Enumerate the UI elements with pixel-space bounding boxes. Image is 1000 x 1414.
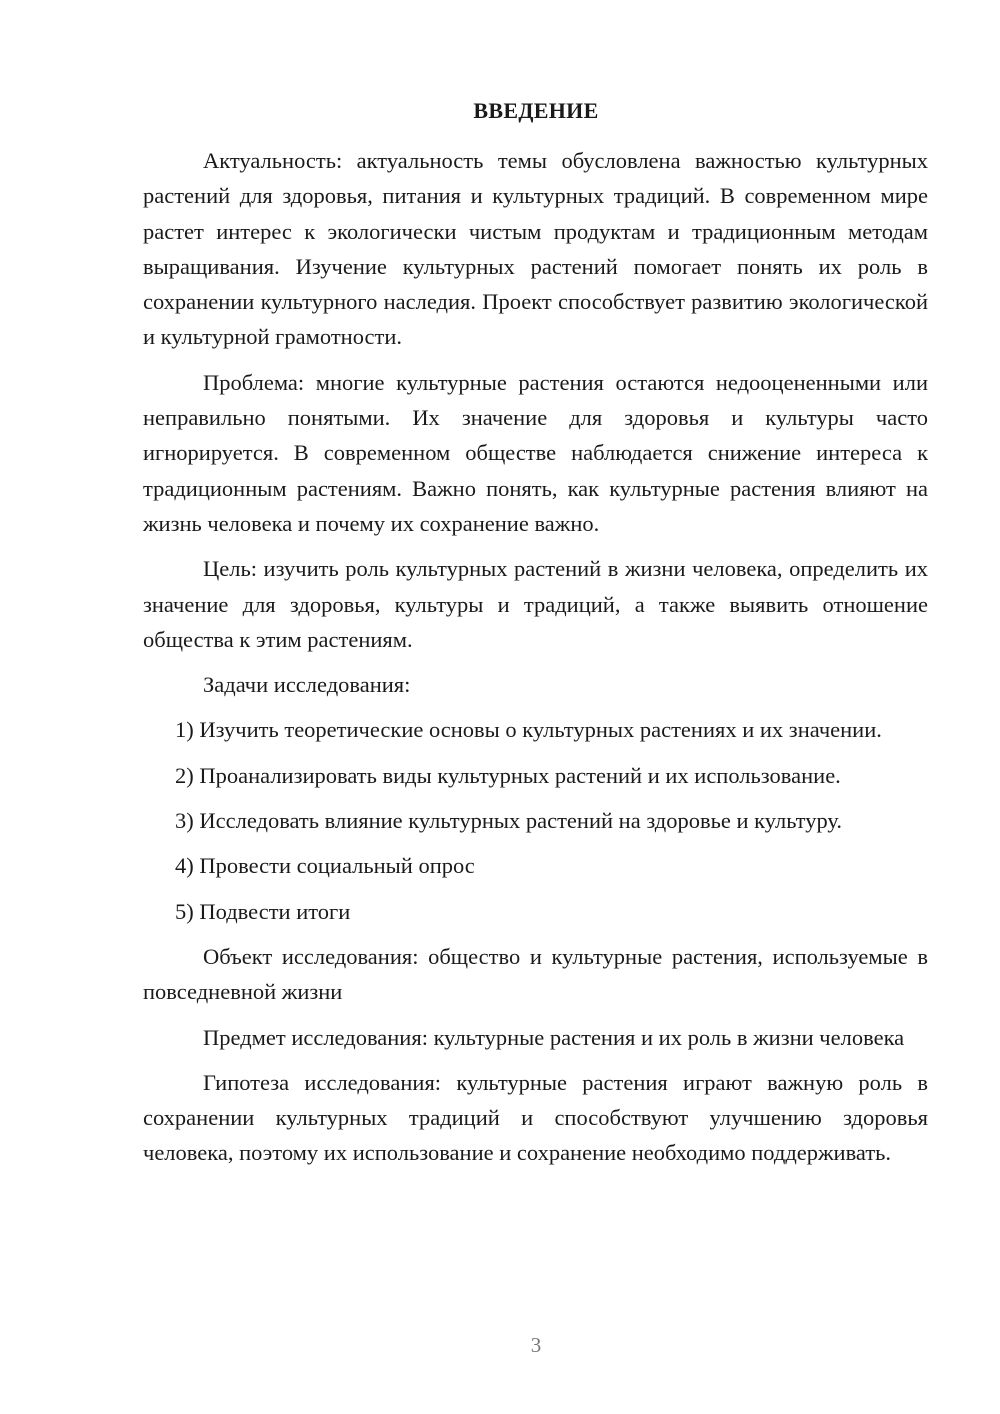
paragraph-problem: Проблема: многие культурные растения остаются недооцененными или неправильно понятыми. Их значение для здоровья и культуры часто игнорируется. В современном обществе наблюдается снижение интереса к традиционным растениям. Важно понять, как культурные растения влияют на жизнь человека и почему их сохранение важно. xyxy=(143,369,928,536)
task-item-4: 4) Провести социальный опрос xyxy=(175,853,475,879)
tasks-heading: Задачи исследования: xyxy=(203,672,411,698)
task-item-5: 5) Подвести итоги xyxy=(175,898,351,924)
paragraph-relevance: Актуальность: актуальность темы обусловлена важностью культурных растений для здоровья, питания и культурных традиций. В современном мире растет интерес к экологически чистым продуктам и традиционным методам выращивания. Изучение культурных растений помогает понять их роль в сохранении культурного наследия. Проект способствует развитию экологической и культурной грамотности. xyxy=(143,148,928,350)
page-number: 3 xyxy=(530,1333,542,1357)
task-item-2: 2) Проанализировать виды культурных растений и их использование. xyxy=(175,762,841,788)
task-item-3: 3) Исследовать влияние культурных растений на здоровье и культуру. xyxy=(175,808,843,834)
page-title: ВВЕДЕНИЕ xyxy=(473,98,599,123)
paragraph-subject: Предмет исследования: культурные растения и их роль в жизни человека xyxy=(203,1024,905,1050)
task-item-1: 1) Изучить теоретические основы о культурных растениях и их значении. xyxy=(175,717,882,743)
paragraph-goal: Цель: изучить роль культурных растений в жизни человека, определить их значение для здоровья, культуры и традиций, а также выявить отношение общества к этим растениям. xyxy=(143,556,928,652)
paragraph-object: Объект исследования: общество и культурные растения, используемые в повседневной жизни xyxy=(143,943,928,1005)
paragraph-hypothesis: Гипотеза исследования: культурные растения играют важную роль в сохранении культурных традиций и способствуют улучшению здоровья человека, поэтому их использование и сохранение необходимо поддерживать. xyxy=(143,1069,928,1166)
document-body xyxy=(143,143,928,1181)
